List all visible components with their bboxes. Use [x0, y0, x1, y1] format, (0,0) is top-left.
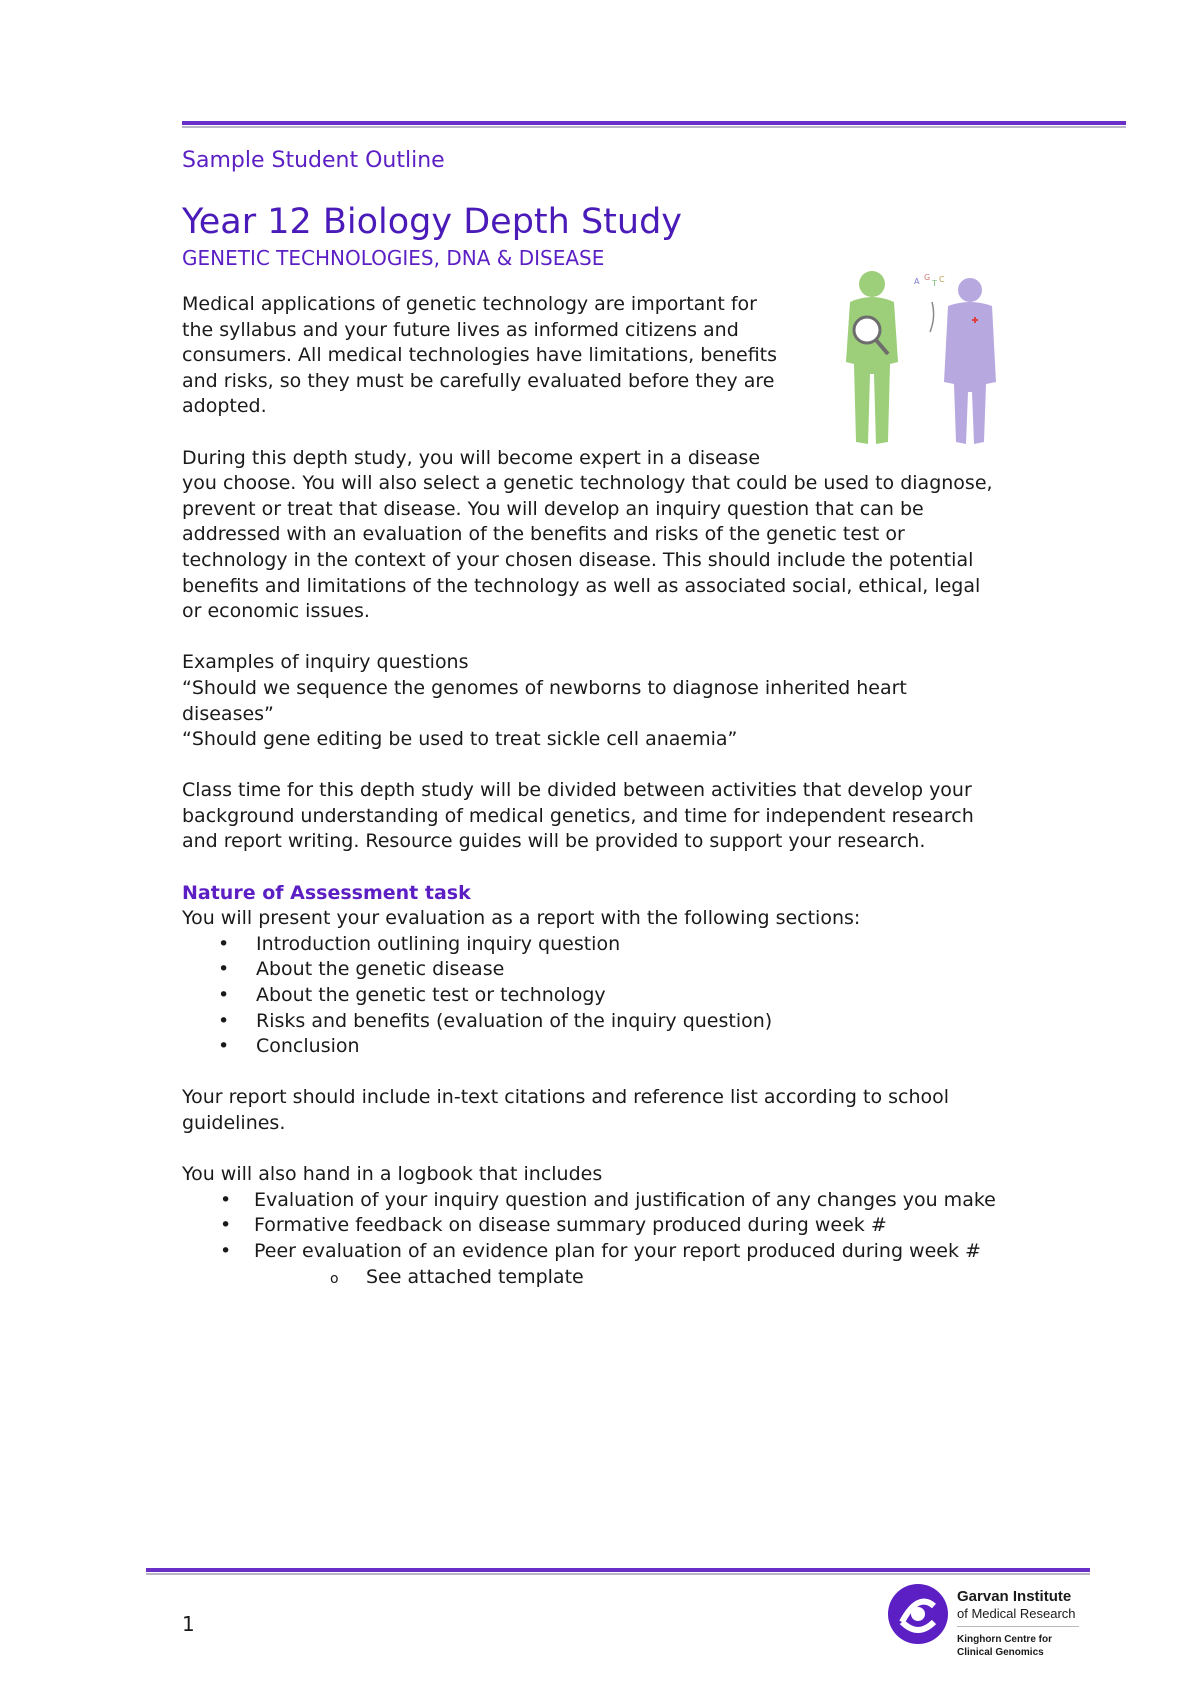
header-rule-shadow [182, 126, 1126, 128]
during-line: During this depth study, you will become expert in a disease [182, 446, 761, 469]
header-rule [182, 121, 1126, 125]
logo-centre-line2: Clinical Genomics [957, 1647, 1044, 1658]
citations-line: guidelines. [182, 1112, 286, 1134]
svg-text:C: C [939, 275, 945, 284]
list-item: • About the genetic test or technology [182, 983, 1082, 1009]
report-sections-list [182, 932, 1082, 1060]
footer-rule [146, 1568, 1090, 1572]
assessment-intro: You will present your evaluation as a report with the following sections: [182, 907, 861, 930]
during-line: you choose. You will also select a genetic technology that could be used to diagnose, [182, 472, 993, 495]
intro-line: the syllabus and your future lives as informed citizens and [182, 318, 739, 341]
citations-paragraph [182, 1085, 1082, 1136]
list-item: • Introduction outlining inquiry question [182, 932, 1082, 958]
document-body [182, 146, 1082, 1290]
garvan-logo-icon [886, 1582, 950, 1646]
class-time-paragraph [182, 778, 1082, 855]
list-item: o See attached template [182, 1265, 1082, 1291]
during-line: technology in the context of your chosen disease. This should include the potential [182, 548, 974, 571]
page-subtitle: GENETIC TECHNOLOGIES, DNA & DISEASE [182, 246, 605, 270]
svg-text:T: T [932, 279, 937, 288]
examples-line: “Should we sequence the genomes of newborns to diagnose inherited heart [182, 676, 907, 699]
during-line: addressed with an evaluation of the benefits and risks of the genetic test or [182, 523, 905, 546]
footer-rule-shadow [146, 1573, 1090, 1575]
intro-line: and risks, so they must be carefully evaluated before they are [182, 369, 775, 392]
page-number: 1 [182, 1612, 195, 1636]
list-item: • Risks and benefits (evaluation of the inquiry question) [182, 1009, 1082, 1035]
page-title: Year 12 Biology Depth Study [182, 202, 683, 242]
intro-line: consumers. All medical technologies have limitations, benefits [182, 344, 778, 367]
logo-subtitle: of Medical Research [957, 1606, 1076, 1621]
logo-centre-line1: Kinghorn Centre for [957, 1634, 1052, 1645]
class-time-line: background understanding of medical genetics, and time for independent research [182, 804, 974, 827]
list-item: • Evaluation of your inquiry question and justification of any changes you make [182, 1188, 1082, 1214]
garvan-logo [886, 1578, 1096, 1668]
during-line: prevent or treat that disease. You will develop an inquiry question that can be [182, 497, 924, 520]
logbook-intro: You will also hand in a logbook that includes [182, 1163, 603, 1186]
svg-text:G: G [924, 273, 931, 282]
logbook-sublist [182, 1265, 1082, 1291]
list-item: • Peer evaluation of an evidence plan for your report produced during week # [182, 1239, 1082, 1265]
svg-text:A: A [914, 277, 920, 286]
examples-line: Examples of inquiry questions [182, 651, 469, 674]
during-line: or economic issues. [182, 600, 370, 623]
during-line: benefits and limitations of the technology as well as associated social, ethical, legal [182, 574, 981, 597]
class-time-line: and report writing. Resource guides will be provided to support your research. [182, 830, 926, 853]
logbook-list [182, 1188, 1082, 1265]
list-item: • About the genetic disease [182, 957, 1082, 983]
intro-line: Medical applications of genetic technology are important for [182, 293, 757, 315]
logo-name: Garvan Institute [957, 1588, 1072, 1605]
intro-line: adopted. [182, 395, 267, 418]
list-item: • Formative feedback on disease summary produced during week # [182, 1213, 1082, 1239]
citations-line: Your report should include in-text citations and reference list according to school [182, 1086, 950, 1109]
class-time-line: Class time for this depth study will be divided between activities that develop your [182, 779, 972, 802]
intro-paragraph [182, 292, 802, 420]
list-item: • Conclusion [182, 1034, 1082, 1060]
assessment-heading: Nature of Assessment task [182, 881, 471, 904]
logo-divider [957, 1626, 1079, 1627]
outline-label: Sample Student Outline [182, 148, 445, 173]
examples-line: diseases” [182, 702, 274, 725]
examples-paragraph [182, 650, 1082, 752]
examples-line: “Should gene editing be used to treat sickle cell anaemia” [182, 728, 738, 751]
during-paragraph [182, 446, 1082, 625]
